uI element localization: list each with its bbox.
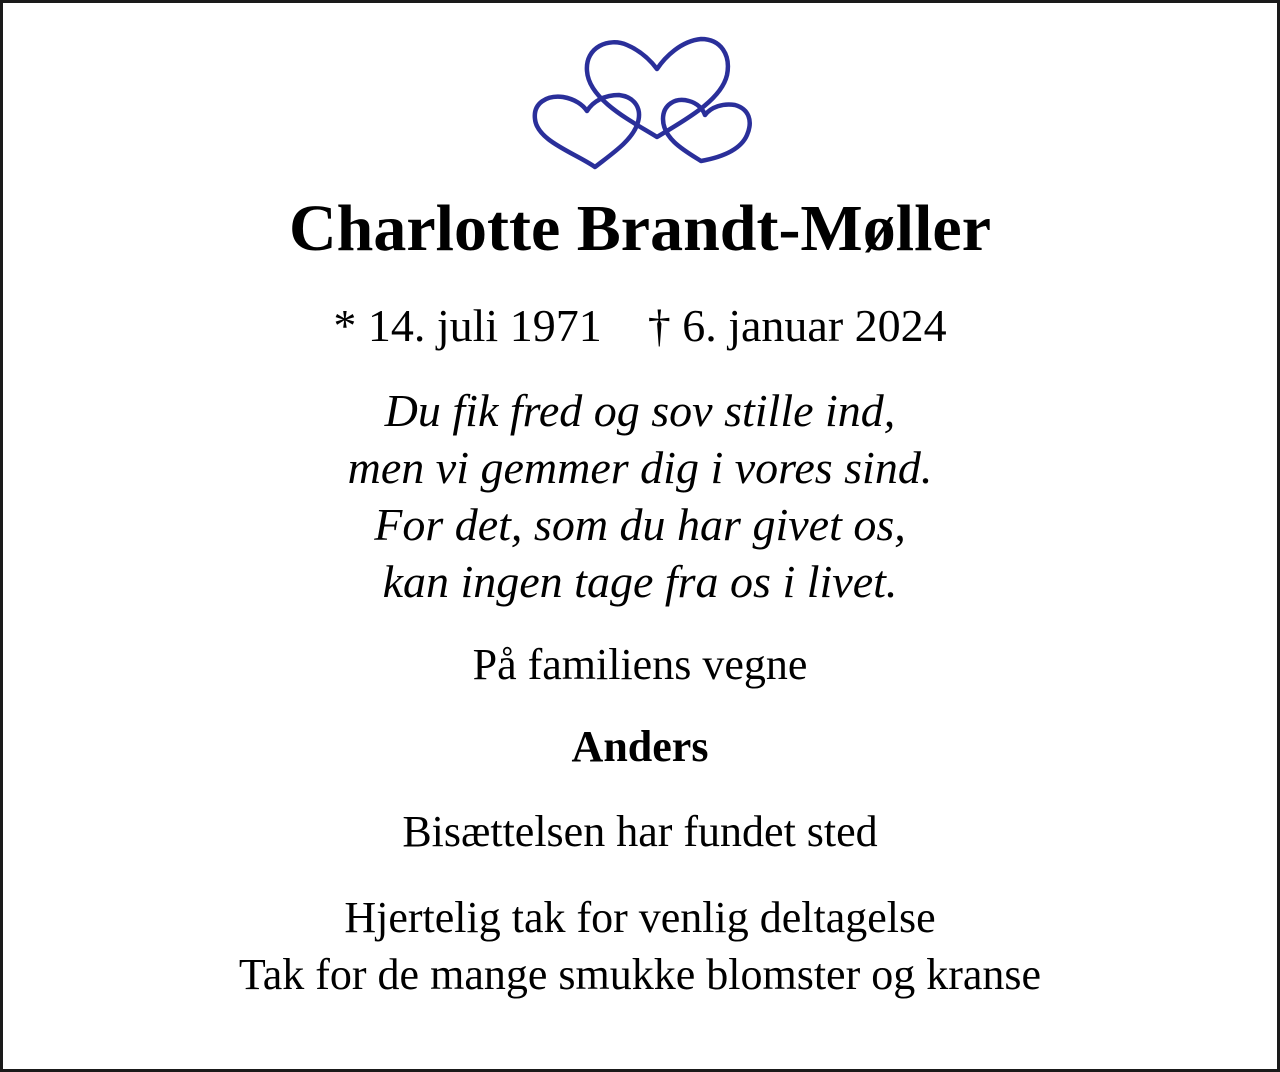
family-line: På familiens vegne <box>472 640 808 689</box>
verse-line: kan ingen tage fra os i livet. <box>382 556 898 607</box>
deceased-name: Charlotte Brandt-Møller <box>289 192 991 265</box>
right-heart-shape <box>663 100 750 161</box>
thanks-line: Tak for de mange smukke blomster og kranse <box>238 950 1042 999</box>
signer-name: Anders <box>571 722 709 771</box>
left-heart-shape <box>535 95 639 167</box>
verse-line: men vi gemmer dig i vores sind. <box>347 442 933 493</box>
thanks-line: Hjertelig tak for venlig deltagelse <box>344 893 936 942</box>
verse-line: For det, som du har givet os, <box>374 499 906 550</box>
verse-line: Du fik fred og sov stille ind, <box>384 385 896 436</box>
death-date: † 6. januar 2024 <box>647 300 947 351</box>
funeral-note: Bisættelsen har fundet sted <box>402 807 878 856</box>
top-heart-shape <box>587 39 728 137</box>
life-dates <box>3 298 1277 354</box>
three-hearts-icon <box>523 31 763 173</box>
birth-date: * 14. juli 1971 <box>333 300 602 351</box>
